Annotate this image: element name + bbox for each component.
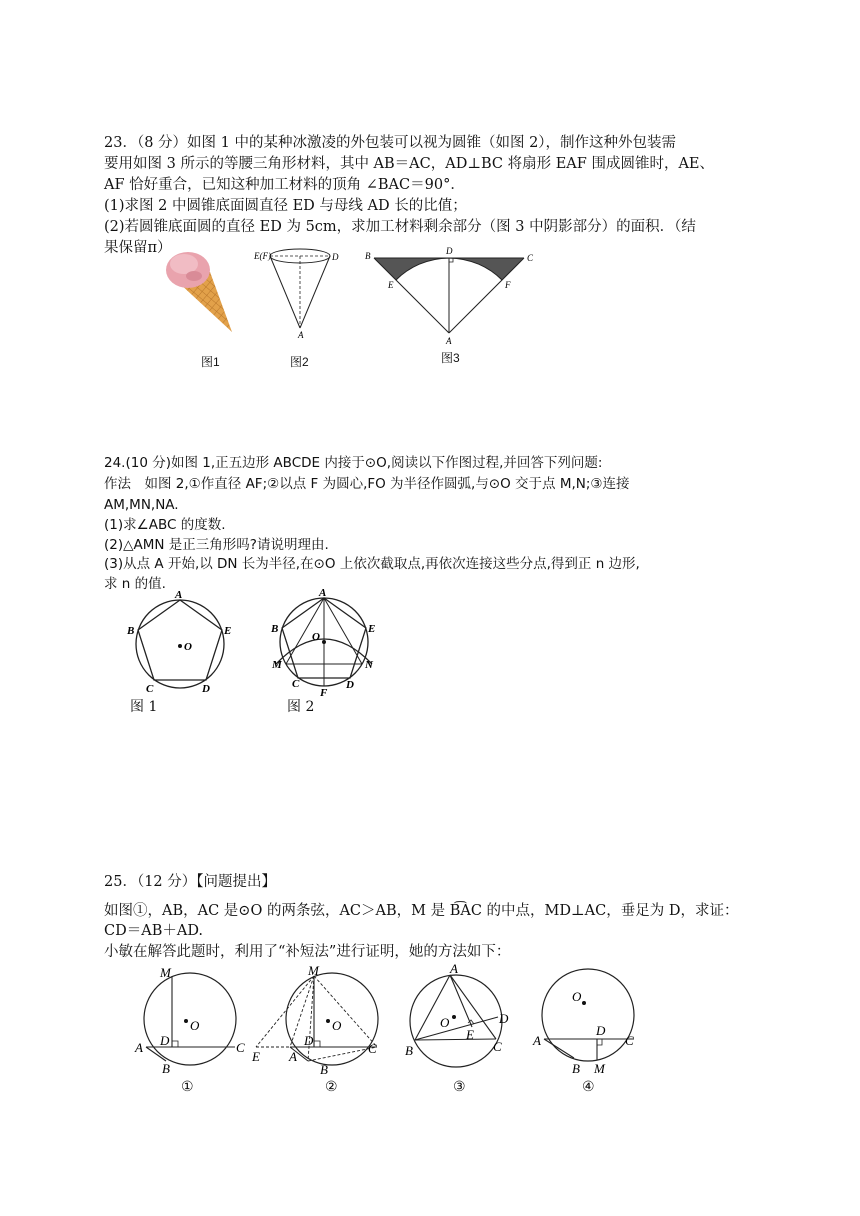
q25-line3: CD＝AB＋AD. [104,923,204,939]
f3-label-o: O [440,1015,450,1030]
p2-label-a: A [319,587,327,599]
q24-line4: (1)求∠ABC 的度数. [104,517,226,533]
f3-label-c: C [493,1039,502,1054]
q24-line7: 求 n 的值. [104,576,166,592]
cone-label-d: D [332,252,339,262]
f4-label-o: O [572,989,582,1004]
q23-line2: 要用如图 3 所示的等腰三角形材料，其中 AB＝AC，AD⊥BC 将扇形 EAF 围成圆锥时，AE、 [104,156,714,172]
q25-figure-3 [400,963,520,1075]
cone-label-ef: E(F) [254,251,271,261]
q23-line5: (2)若圆锥底面圆的直径 ED 为 5cm，求加工材料剩余部分（图 3 中阴影部分）的面积．（结 [104,219,696,235]
f2-label-d: D [304,1033,314,1048]
fig3-label-d: D [446,246,453,256]
p1-label-d: D [202,683,210,695]
q23-line3: AF 恰好重合，已知这种加工材料的顶角 ∠BAC＝90°． [104,177,465,193]
p1-label-b: B [127,625,135,637]
fig3-label-a: A [446,336,452,346]
triangle-sector-figure [360,244,540,348]
q24-line6: (3)从点 A 开始,以 DN 长为半径,在⊙O 上依次截取点,再依次连接这些分点,得到正 n 边形, [104,556,640,572]
p2-label-c: C [292,678,300,690]
f4-label-a: A [533,1033,541,1048]
f2-label-o: O [332,1018,342,1033]
fig3-label-f: F [505,280,511,290]
q24-line2: 作法 如图 2,①作直径 AF;②以点 F 为圆心,FO 为半径作圆弧,与⊙O 交于点 M,N;③连接 [104,476,630,492]
fig3-label-b: B [365,251,371,261]
q24-line1: 24.(10 分)如图 1,正五边形 ABCDE 内接于⊙O,阅读以下作图过程,并回答下列问题: [104,455,603,471]
q24-line5: (2)△AMN 是正三角形吗?请说明理由. [104,537,329,553]
q24-fig2-caption: 图 2 [287,699,315,715]
q24-line3: AM,MN,NA. [104,497,179,513]
q23-line6: 果保留π） [104,240,172,256]
p2-label-e: E [368,623,376,635]
fig3-label-e: E [388,280,394,290]
p2-label-o: O [312,631,320,643]
fig2-caption: 图2 [290,355,309,369]
f3-label-a: A [450,961,458,976]
pentagon-figure [124,588,240,698]
p2-label-d: D [346,679,354,691]
f1-label-o: O [190,1018,200,1033]
f1-label-d: D [160,1033,170,1048]
f2-label-a: A [289,1049,297,1064]
f4-label-d: D [596,1023,606,1038]
ice-cream-image [160,248,240,338]
p2-label-m: M [272,659,282,671]
q25-figure-4 [530,963,646,1075]
pentagon-construction-figure [266,584,386,700]
f3-label-d: D [499,1011,509,1026]
q25-fig2-caption: ② [325,1079,338,1095]
q23-line1: 23．（8 分）如图 1 中的某种冰激凌的外包装可以视为圆锥（如图 2），制作这种外包装需 [104,135,677,151]
q25-fig4-caption: ④ [582,1079,595,1095]
p1-label-a: A [175,589,183,601]
p2-label-f: F [320,687,328,699]
q25-line1: 25．（12 分）【问题提出】 [104,874,277,890]
f2-label-e: E [252,1049,260,1064]
q23-line4: (1)求图 2 中圆锥底面圆直径 ED 与母线 AD 长的比值； [104,198,467,214]
cone-figure [250,244,340,344]
q24-fig1-caption: 图 1 [130,699,158,715]
p2-label-b: B [271,623,279,635]
p1-label-c: C [146,683,154,695]
fig3-label-c: C [527,253,534,263]
f3-label-b: B [405,1043,413,1058]
p2-label-n: N [365,659,373,671]
f1-label-c: C [236,1040,245,1055]
q25-line2: 如图①，AB，AC 是⊙O 的两条弦，AC＞AB，M 是 B͡AC 的中点，MD⊥AC，垂足为 D，求证： [104,903,739,919]
p1-label-o: O [184,641,192,653]
q25-fig3-caption: ③ [453,1079,466,1095]
f4-label-m: M [594,1061,605,1076]
f2-label-b: B [320,1062,328,1077]
p1-label-e: E [224,625,232,637]
q25-figure-1 [132,963,245,1076]
cone-label-a: A [298,330,304,340]
f1-label-m: M [160,965,171,980]
fig1-caption: 图1 [201,355,220,369]
f1-label-a: A [135,1040,143,1055]
f4-label-b: B [572,1061,580,1076]
f2-label-c: C [368,1041,377,1056]
f1-label-b: B [162,1061,170,1076]
q25-figure-2 [250,963,390,1075]
f4-label-c: C [625,1033,634,1048]
f2-label-m: M [308,963,319,978]
fig3-caption: 图3 [441,351,460,365]
q25-line4: 小敏在解答此题时，利用了“补短法”进行证明，她的方法如下： [104,944,511,960]
q25-fig1-caption: ① [181,1079,194,1095]
f3-label-e: E [466,1027,474,1042]
